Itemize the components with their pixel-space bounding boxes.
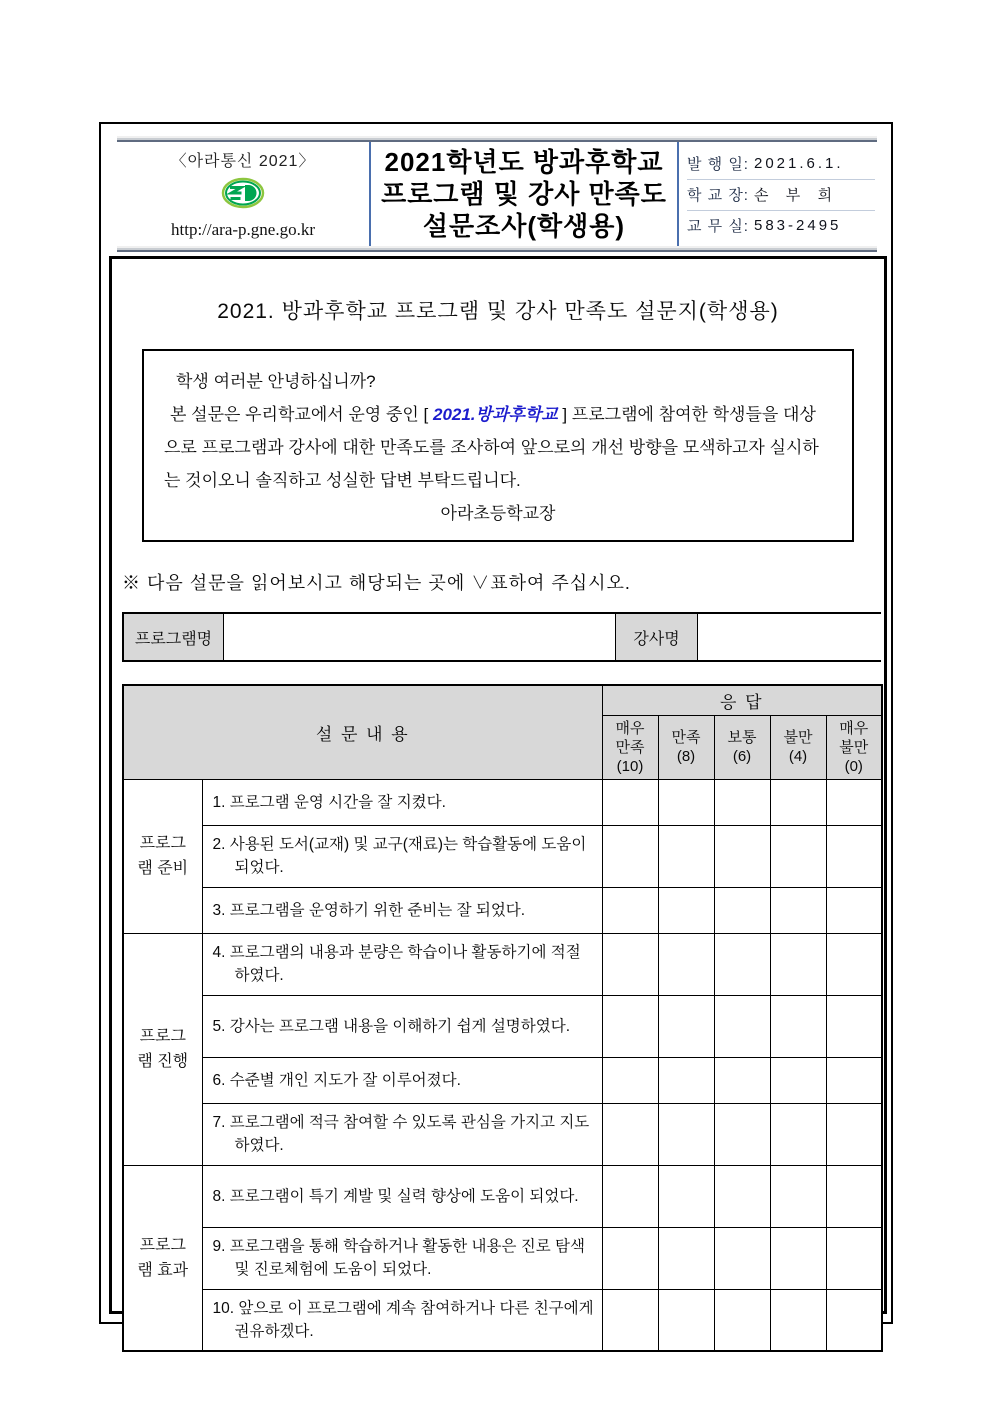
answer-cell[interactable] <box>714 1165 770 1227</box>
principal-label: 학 교 장: <box>687 187 749 204</box>
answer-cell[interactable] <box>714 995 770 1057</box>
survey-row <box>123 825 882 887</box>
school-logo-icon <box>221 177 265 214</box>
scale-header <box>602 715 658 779</box>
scale-label: 매우 만족 <box>615 719 645 756</box>
answer-cell[interactable] <box>658 887 714 933</box>
info-row-principal <box>687 179 875 210</box>
newsletter-title-line: 설문조사(학생용) <box>422 211 626 241</box>
answer-cell[interactable] <box>602 1227 658 1289</box>
answer-cell[interactable] <box>826 779 882 825</box>
answer-cell[interactable] <box>826 1227 882 1289</box>
answer-cell[interactable] <box>658 1227 714 1289</box>
answer-cell[interactable] <box>658 995 714 1057</box>
scale-header <box>770 715 826 779</box>
answer-cell[interactable] <box>770 779 826 825</box>
header-left-cell <box>117 142 369 246</box>
principal-value: 손 부 희 <box>753 187 836 204</box>
survey-body-box <box>109 256 887 1340</box>
answer-cell[interactable] <box>770 1165 826 1227</box>
category-cell: 프로그램 효과 <box>123 1165 202 1351</box>
greeting-text: 본 설문은 우리학교에서 운영 중인 [ <box>170 405 433 424</box>
answer-cell[interactable] <box>714 1103 770 1165</box>
program-name-label: 프로그램명 <box>124 614 224 660</box>
instruction-text: ※ 다음 설문을 읽어보시고 해당되는 곳에 ∨표하여 주십시오. <box>122 573 631 593</box>
answer-cell[interactable] <box>658 779 714 825</box>
question-cell: 7. 프로그램에 적극 참여할 수 있도록 관심을 가지고 지도하였다. <box>202 1103 602 1165</box>
scale-score: (6) <box>732 748 752 765</box>
scale-score: (8) <box>676 748 696 765</box>
survey-row <box>123 887 882 933</box>
answer-cell[interactable] <box>602 1165 658 1227</box>
answer-cell[interactable] <box>770 825 826 887</box>
greeting-box <box>142 349 854 542</box>
category-cell: 프로그램 진행 <box>123 933 202 1165</box>
info-row-office-phone <box>687 210 875 241</box>
name-fields-row <box>122 612 881 662</box>
survey-row <box>123 1289 882 1351</box>
scale-score: (10) <box>616 757 644 775</box>
survey-row <box>123 1227 882 1289</box>
issue-date-label: 발 행 일: <box>687 155 749 173</box>
answer-cell[interactable] <box>770 1227 826 1289</box>
category-cell: 프로그램 준비 <box>123 779 202 933</box>
survey-row <box>123 779 882 825</box>
question-cell: 4. 프로그램의 내용과 분량은 학습이나 활동하기에 적절하였다. <box>202 933 602 995</box>
scale-label: 보통 <box>727 729 757 746</box>
survey-row <box>123 995 882 1057</box>
scale-score: (0) <box>844 757 863 775</box>
document-page <box>99 122 893 1340</box>
answer-cell[interactable] <box>602 887 658 933</box>
survey-row <box>123 1165 882 1227</box>
answer-cell[interactable] <box>826 1289 882 1351</box>
answer-cell[interactable] <box>602 1289 658 1351</box>
answer-cell[interactable] <box>658 1057 714 1103</box>
answer-cell[interactable] <box>770 1103 826 1165</box>
answer-cell[interactable] <box>826 933 882 995</box>
scale-label: 불만 <box>783 729 813 746</box>
answer-cell[interactable] <box>826 995 882 1057</box>
survey-table <box>122 684 883 1352</box>
answer-cell[interactable] <box>770 887 826 933</box>
issue-date-value: 2021.6.1. <box>753 154 844 172</box>
newsletter-header <box>117 136 877 252</box>
school-url[interactable]: http://ara-p.gne.go.kr <box>171 220 315 239</box>
answer-cell[interactable] <box>770 995 826 1057</box>
answer-cell[interactable] <box>714 779 770 825</box>
answer-cell[interactable] <box>658 933 714 995</box>
answer-cell[interactable] <box>602 933 658 995</box>
answer-cell[interactable] <box>714 1227 770 1289</box>
question-cell: 1. 프로그램 운영 시간을 잘 지켰다. <box>202 779 602 825</box>
question-cell: 6. 수준별 개인 지도가 잘 이루어졌다. <box>202 1057 602 1103</box>
page-title: 2021. 방과후학교 프로그램 및 강사 만족도 설문지(학생용) <box>217 300 779 323</box>
header-info-cell <box>679 142 877 246</box>
newsletter-title <box>369 142 679 246</box>
scale-header <box>658 715 714 779</box>
survey-row <box>123 1103 882 1165</box>
office-phone-value: 583-2495 <box>753 217 842 234</box>
scale-header <box>826 715 882 779</box>
answer-cell[interactable] <box>826 1057 882 1103</box>
scale-score: (4) <box>788 748 808 765</box>
question-cell: 8. 프로그램이 특기 계발 및 실력 향상에 도움이 되었다. <box>202 1165 602 1227</box>
scale-label: 만족 <box>671 729 701 746</box>
info-row-issue-date <box>687 148 875 179</box>
newsletter-tag: 〈아라통신 2021〉 <box>170 153 316 170</box>
answer-cell[interactable] <box>770 1057 826 1103</box>
answer-cell[interactable] <box>658 1165 714 1227</box>
answer-cell[interactable] <box>602 779 658 825</box>
answer-cell[interactable] <box>826 887 882 933</box>
answer-cell[interactable] <box>658 825 714 887</box>
newsletter-title-line: 프로그램 및 강사 만족도 <box>381 179 667 209</box>
answer-cell[interactable] <box>826 1103 882 1165</box>
response-header: 응 답 <box>602 685 882 715</box>
question-cell: 5. 강사는 프로그램 내용을 이해하기 쉽게 설명하였다. <box>202 995 602 1057</box>
answer-cell[interactable] <box>714 887 770 933</box>
survey-row <box>123 1057 882 1103</box>
header-bottom-rule <box>117 246 877 252</box>
program-year-highlight: 2021.방과후학교 <box>432 405 558 424</box>
answer-cell[interactable] <box>770 1289 826 1351</box>
answer-cell[interactable] <box>602 995 658 1057</box>
newsletter-title-line: 2021학년도 방과후학교 <box>384 147 664 177</box>
answer-cell[interactable] <box>658 1289 714 1351</box>
question-cell: 9. 프로그램을 통해 학습하거나 활동한 내용은 진로 탐색 및 진로체험에 도움이 되었다. <box>202 1227 602 1289</box>
content-header: 설 문 내 용 <box>123 685 602 779</box>
instructor-name-label: 강사명 <box>616 614 698 660</box>
answer-cell[interactable] <box>658 1103 714 1165</box>
answer-cell[interactable] <box>714 1289 770 1351</box>
question-cell: 10. 앞으로 이 프로그램에 계속 참여하거나 다른 친구에게 권유하겠다. <box>202 1289 602 1351</box>
question-cell: 3. 프로그램을 운영하기 위한 준비는 잘 되었다. <box>202 887 602 933</box>
greeting-text: ] 프로그램에 참여한 학생들을 대상으로 프로그램과 강사에 대한 만족도를 조사하여 앞으로의 개선 방향을 모색하고자 실시하는 것이오니 솔직하고 성실한 답변 부탁드립니다. <box>164 405 819 490</box>
survey-header-row-1 <box>123 685 882 715</box>
answer-cell[interactable] <box>714 1057 770 1103</box>
answer-cell[interactable] <box>602 1103 658 1165</box>
greeting-line: 학생 여러분 안녕하십니까? <box>176 372 376 391</box>
program-name-input[interactable] <box>224 614 616 660</box>
answer-cell[interactable] <box>602 825 658 887</box>
scale-header <box>714 715 770 779</box>
answer-cell[interactable] <box>714 825 770 887</box>
survey-row <box>123 933 882 995</box>
answer-cell[interactable] <box>714 933 770 995</box>
signature: 아라초등학교장 <box>440 504 556 523</box>
answer-cell[interactable] <box>826 1165 882 1227</box>
answer-cell[interactable] <box>770 933 826 995</box>
scale-label: 매우 불만 <box>839 719 869 756</box>
question-cell: 2. 사용된 도서(교재) 및 교구(재료)는 학습활동에 도움이 되었다. <box>202 825 602 887</box>
instructor-name-input[interactable] <box>698 614 883 660</box>
answer-cell[interactable] <box>826 825 882 887</box>
greeting-paragraph <box>164 398 832 497</box>
office-phone-label: 교 무 실: <box>687 218 749 235</box>
answer-cell[interactable] <box>602 1057 658 1103</box>
